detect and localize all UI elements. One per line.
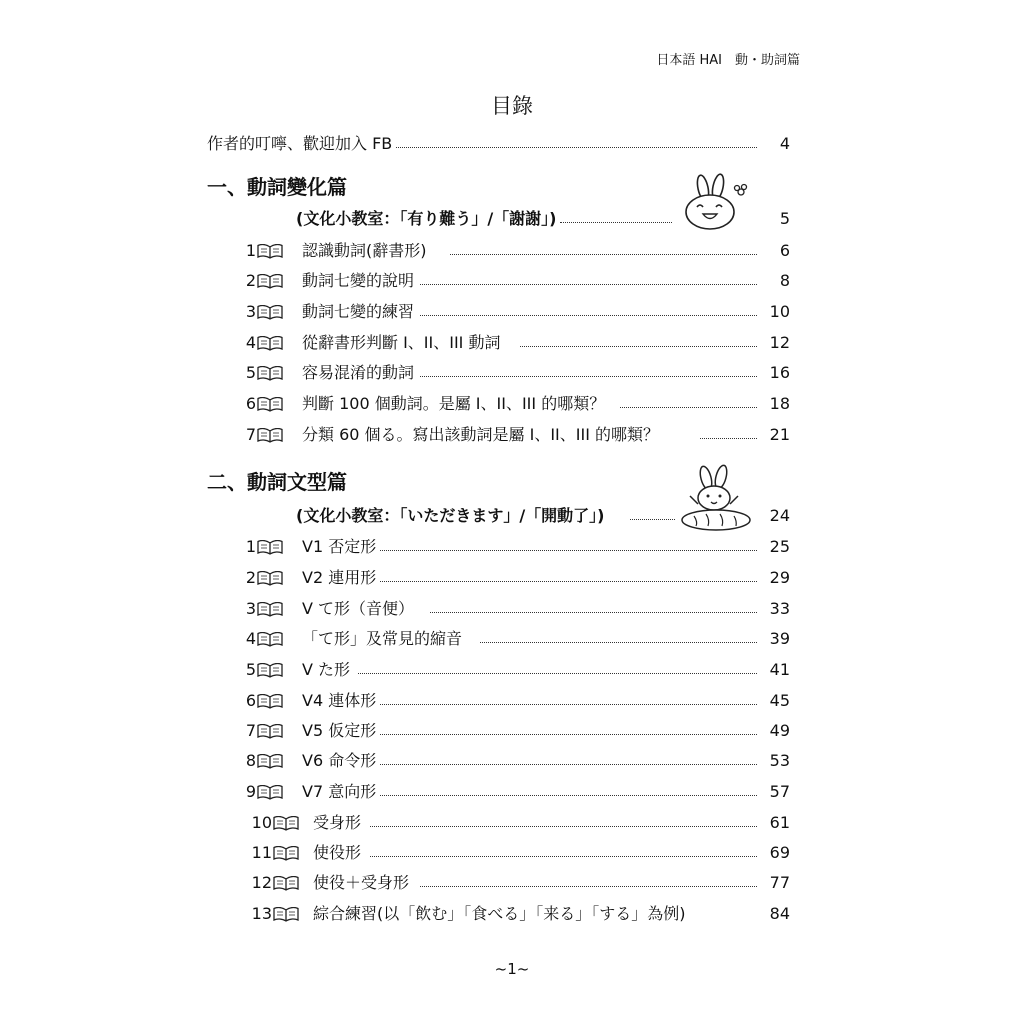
item-number: 11 [251, 843, 272, 862]
book-icon [257, 571, 283, 586]
toc-label: 使役形 [313, 838, 364, 868]
leader-dots [420, 315, 757, 316]
page-number: ~1~ [494, 960, 530, 978]
toc-label: V7 意向形 [302, 777, 379, 807]
leader-dots [380, 795, 757, 796]
book-icon [273, 846, 299, 861]
book-icon [257, 694, 283, 709]
book-icon [273, 876, 299, 891]
toc-page: 6 [779, 241, 790, 260]
toc-label: (文化小教室：「いただきます」/「開動了」) [296, 501, 607, 531]
toc-label: V2 連用形 [302, 563, 379, 593]
toc-label: 「て形」及常見的縮音 [302, 624, 465, 654]
toc-row[interactable] [0, 358, 1024, 388]
leader-dots [520, 346, 757, 347]
toc-label: 綜合練習(以「飲む」「食べる」「来る」「する」為例) [313, 899, 689, 929]
toc-label: 認識動詞(辭書形) [302, 236, 430, 266]
book-icon [257, 336, 283, 351]
toc-page: 33 [769, 599, 790, 618]
toc-label: V5 仮定形 [302, 716, 379, 746]
item-number: 2 [245, 271, 256, 290]
toc-row[interactable] [0, 868, 1024, 898]
toc-row[interactable] [0, 686, 1024, 716]
item-number: 5 [245, 363, 256, 382]
book-icon [257, 724, 283, 739]
toc-label: V4 連体形 [302, 686, 379, 716]
toc-row[interactable] [0, 563, 1024, 593]
leader-dots [430, 612, 757, 613]
section-heading-1: 一、動詞變化篇 [207, 175, 347, 199]
toc-page: 39 [769, 629, 790, 648]
book-icon [257, 754, 283, 769]
book-icon [257, 397, 283, 412]
toc-label: 使役＋受身形 [313, 868, 412, 898]
toc-row[interactable] [0, 420, 1024, 450]
toc-row[interactable] [0, 838, 1024, 868]
item-number: 3 [245, 302, 256, 321]
leader-dots [480, 642, 757, 643]
book-icon [257, 274, 283, 289]
item-number: 8 [245, 751, 256, 770]
leader-dots [620, 407, 757, 408]
toc-page: 16 [769, 363, 790, 382]
item-number: 7 [245, 721, 256, 740]
item-number: 10 [251, 813, 272, 832]
book-icon [257, 366, 283, 381]
book-icon [273, 816, 299, 831]
toc-label: V6 命令形 [302, 746, 379, 776]
toc-row[interactable] [0, 236, 1024, 266]
toc-row[interactable] [0, 899, 1024, 929]
toc-page: 4 [779, 134, 790, 153]
toc-page: 21 [769, 425, 790, 444]
book-icon [257, 602, 283, 617]
leader-dots [380, 550, 757, 551]
toc-page: 45 [769, 691, 790, 710]
item-number: 4 [245, 629, 256, 648]
leader-dots [380, 734, 757, 735]
toc-page: 8 [779, 271, 790, 290]
leader-dots [700, 438, 757, 439]
toc-row[interactable] [0, 624, 1024, 654]
toc-row[interactable] [0, 716, 1024, 746]
book-icon [273, 907, 299, 922]
rabbit-face-illustration [684, 172, 750, 232]
toc-label: 分類 60 個る。寫出該動詞是屬 I、II、III 的哪類？ [302, 420, 662, 450]
leader-dots [380, 764, 757, 765]
item-number: 6 [245, 691, 256, 710]
item-number: 7 [245, 425, 256, 444]
item-number: 5 [245, 660, 256, 679]
toc-row[interactable] [0, 594, 1024, 624]
toc-page: 49 [769, 721, 790, 740]
running-header: 日本語 HAI 動・助詞篇 [656, 53, 800, 68]
item-number: 2 [245, 568, 256, 587]
book-icon [257, 428, 283, 443]
toc-label: 動詞七變的練習 [302, 297, 417, 327]
leader-dots [560, 222, 672, 223]
item-number: 1 [245, 241, 256, 260]
toc-row-culture-1[interactable] [0, 204, 1024, 234]
toc-page: 84 [769, 904, 790, 923]
toc-row-culture-2[interactable] [0, 501, 1024, 531]
toc-row[interactable] [0, 297, 1024, 327]
toc-page: 61 [769, 813, 790, 832]
section-heading-2: 二、動詞文型篇 [207, 470, 347, 494]
item-number: 13 [251, 904, 272, 923]
toc-row[interactable] [0, 328, 1024, 358]
toc-page: 24 [769, 506, 790, 525]
toc-label: 作者的叮嚀、歡迎加入 FB [207, 129, 395, 159]
leader-dots [420, 376, 757, 377]
toc-row[interactable] [0, 389, 1024, 419]
leader-dots [420, 886, 757, 887]
toc-page: 57 [769, 782, 790, 801]
toc-row[interactable] [0, 655, 1024, 685]
toc-page: 29 [769, 568, 790, 587]
toc-page: 10 [769, 302, 790, 321]
toc-row[interactable] [0, 532, 1024, 562]
toc-row[interactable] [0, 746, 1024, 776]
toc-row-intro[interactable] [0, 129, 1024, 159]
toc-label: V1 否定形 [302, 532, 379, 562]
toc-page: 12 [769, 333, 790, 352]
book-icon [257, 632, 283, 647]
item-number: 9 [245, 782, 256, 801]
toc-page: 5 [779, 209, 790, 228]
toc-row[interactable] [0, 808, 1024, 838]
book-icon [257, 663, 283, 678]
toc-page: 77 [769, 873, 790, 892]
page-title: 目錄 [491, 94, 533, 118]
leader-dots [420, 284, 757, 285]
leader-dots [380, 581, 757, 582]
leader-dots [358, 673, 757, 674]
leader-dots [370, 826, 757, 827]
item-number: 3 [245, 599, 256, 618]
book-icon [257, 785, 283, 800]
toc-label: 從辭書形判斷 I、II、III 動詞 [302, 328, 504, 358]
toc-page: 18 [769, 394, 790, 413]
item-number: 6 [245, 394, 256, 413]
toc-label: 容易混淆的動詞 [302, 358, 417, 388]
book-icon [257, 244, 283, 259]
item-number: 1 [245, 537, 256, 556]
toc-label: V た形 [302, 655, 353, 685]
book-icon [257, 305, 283, 320]
item-number: 12 [251, 873, 272, 892]
leader-dots [450, 254, 757, 255]
toc-row[interactable] [0, 777, 1024, 807]
toc-label: 判斷 100 個動詞。是屬 I、II、III 的哪類？ [302, 389, 608, 419]
book-icon [257, 540, 283, 555]
toc-label: 動詞七變的說明 [302, 266, 417, 296]
toc-page: 41 [769, 660, 790, 679]
leader-dots [380, 704, 757, 705]
leader-dots [370, 856, 757, 857]
toc-label: V て形（音便） [302, 594, 417, 624]
toc-page: 25 [769, 537, 790, 556]
toc-label: 受身形 [313, 808, 364, 838]
item-number: 4 [245, 333, 256, 352]
toc-page: 53 [769, 751, 790, 770]
toc-page: 69 [769, 843, 790, 862]
toc-row[interactable] [0, 266, 1024, 296]
toc-label: (文化小教室：「有り難う」/「謝謝」) [296, 204, 559, 234]
leader-dots [630, 519, 675, 520]
